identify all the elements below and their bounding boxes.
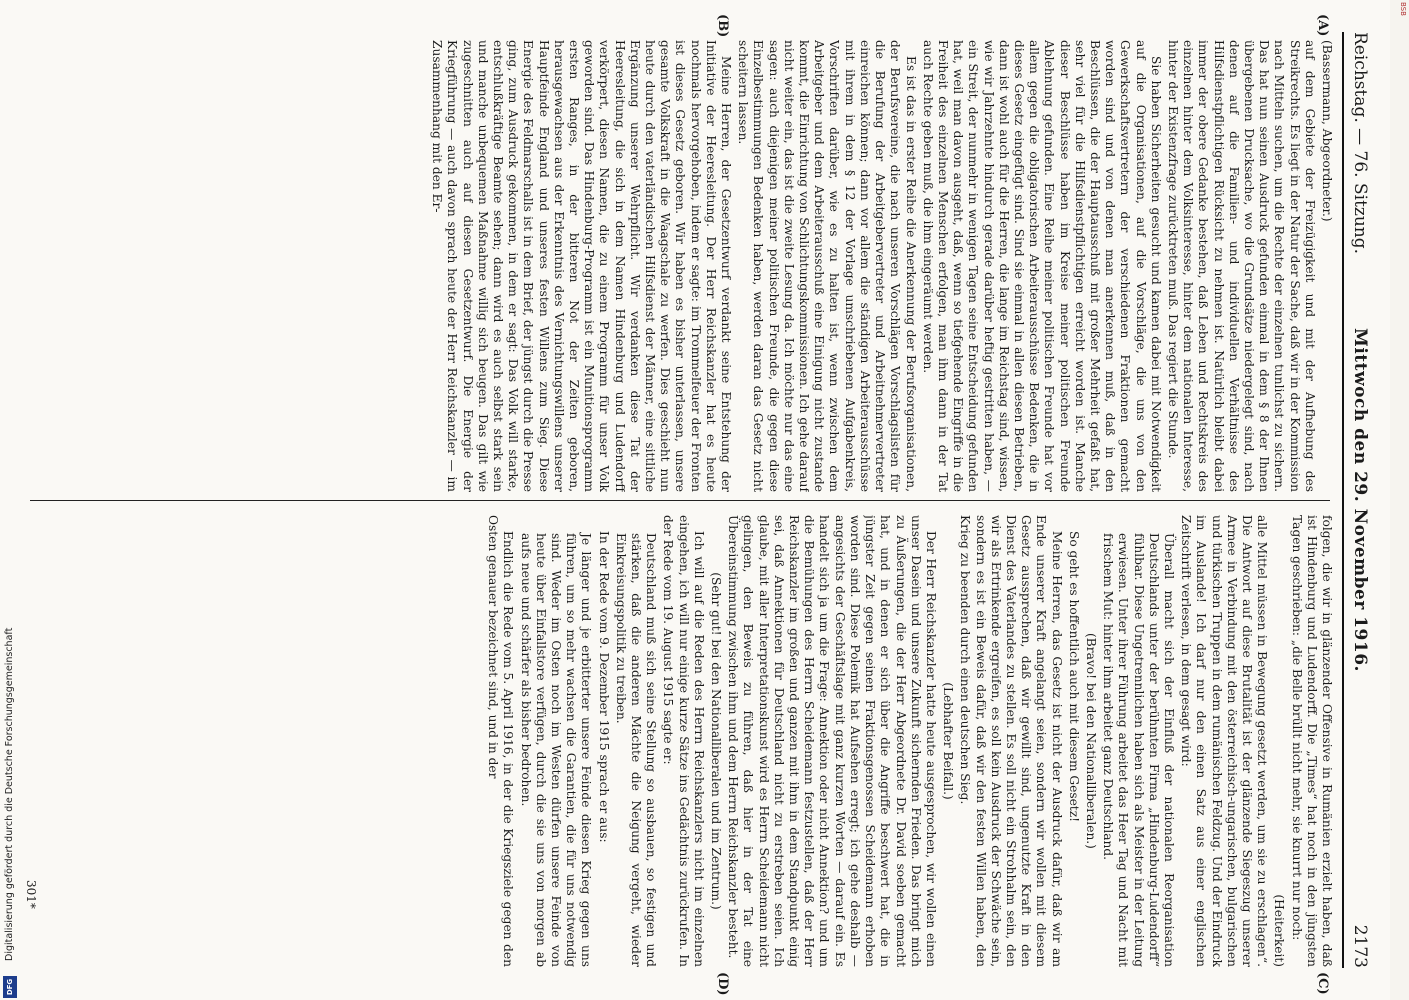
stage-direction: (Bravo! bei den Nationalliberalen.) bbox=[1083, 633, 1098, 849]
margin-mark-b: (B) bbox=[715, 14, 730, 38]
funder-text: Digitalisierung gefördert durch die Deutsche Forschungsgemeinschaft bbox=[4, 627, 15, 961]
paragraph: Meine Herren, das Gesetz ist nicht der Ausdruck dafür, daß wir am Ende unserer Kraft angelangt seien, sondern wir wollen mit diesem Gesetz aussprechen, daß wir gewillt sind, ungenutzte Kraft in den Dienst des Vaterlandes zu stellen. Es soll nicht ein Strohhalm sein, den wir als Ertrinkende ergreifen, es soll kein Ausdruck der Schwäche sein, sondern es ist ein Beweis dafür, daß wir den festen Willen haben, den Krieg zu beenden durch einen deutschen Sieg. bbox=[958, 515, 1064, 967]
library-mark: BSB bbox=[1399, 2, 1407, 16]
page-header bbox=[1342, 32, 1374, 968]
header-date: Mittwoch den 29. November 1916. bbox=[1350, 328, 1370, 672]
right-column bbox=[24, 515, 1334, 967]
stage-direction: (Heiterkeit) bbox=[1272, 894, 1287, 967]
funder-strip bbox=[2, 0, 18, 1000]
paragraph: Es ist das in erster Reihe die Anerkennung der Berufsorganisationen, der Berufsvereine, die nach unseren Vorschlägen Vorschlagslisten für die Berufung der Arbeitgebervertreter und Arbeitnehmervertreter einreichen können; dann vor allem die ständigen Arbeiterausschüsse mit ihrem in dem § 12 der Vorlage umschriebenen Aufgabenkreis, Vorschriften darüber, wie es zu halten ist, wenn zwischen dem Arbeitgeber und dem Arbeiterausschuß eine Einigung nicht zustande kommt, die Einrichtung von Schlichtungskommissionen. Ich gehe darauf nicht weiter ein, das ist die zweite Lesung da. Ich möchte nur das eine sagen: auch diejenigen meiner politischen Freunde, die gegen diese Einzelbestimmungen Bedenken haben, werden daran das Gesetz nicht scheitern lassen. bbox=[736, 40, 918, 492]
stage-direction: (Sehr gut! bei den Nationalliberalen und im Zentrum.) bbox=[709, 572, 724, 910]
quotation: Je länger und je erbitterter unsere Feinde diesen Krieg gegen uns führen, um so mehr wachsen die Garantien, die für uns notwendig sind. Weder im Osten noch im Westen dürfen unsere Feinde von heute über Einfallstore verfügen, durch die sie uns von morgen ab aufs neue und schärfer als bisher bedrohen. bbox=[518, 533, 594, 967]
paragraph: Der Herr Reichskanzler hatte heute ausgesprochen, wir wollen einen unser Dasein und unsere Zukunft sichernden Frieden. Das bringt mich zu Äußerungen, die der Herr Abgeordnete Dr. David soeben gemacht hat, und in denen er sich über die Angriffe beschwert hat, die in jüngster Zeit gegen seinen Fraktionsgenossen Scheidemann erhoben worden sind. Diese Polemik hat Aufsehen erregt; ich gehe deshalb — angesichts der Geschäftslage mit ganz kurzen Worten — darauf ein. Es handelt sich ja um die Frage: Annektion oder nicht Annektion? und um die Bemühungen des Herrn Scheidemann festzustellen, daß der Herr Reichskanzler im großen und ganzen mit ihm in dem Standpunkt einig sei, daß Annektionen für Deutschland nicht zu erstreben seien. Ich glaube, mit aller Interpretationskunst wird es Herrn Scheidemann nicht gelingen, den Beweis zu führen, daß hier in der Tat eine Übereinstimmung zwischen ihm und dem Herrn Reichskanzler besteht. bbox=[726, 515, 938, 967]
paragraph: alle Mittel müssen in Bewegung gesetzt werden, um sie zu erschlagen“. Die Antwort auf diese Brutalität ist der glänzende Siegeszug unserer Armee in Verbindung mit den österreichisch-ungarischen, bulgarischen und türkischen Truppen in dem rumänischen Feldzug. Und der Eindruck im Auslande! Ich darf nur den einen Satz aus einer englischen Zeitschrift verlesen, in dem gesagt wird: bbox=[1179, 515, 1270, 967]
header-page-number: 2173 bbox=[1350, 924, 1370, 968]
paragraph: In der Rede vom 9. Dezember 1915 sprach er aus: bbox=[596, 531, 611, 843]
column-rule bbox=[30, 500, 1330, 501]
margin-mark-d: (D) bbox=[715, 972, 730, 996]
paragraph: So geht es hoffentlich auch mit diesem Gesetz! bbox=[1066, 531, 1081, 823]
stage-direction: (Lebhafter Beifall.) bbox=[941, 682, 956, 800]
signature-mark: 301* bbox=[24, 880, 38, 909]
margin-mark-a: (A) bbox=[1315, 14, 1330, 37]
dfg-logo-text: DFG bbox=[6, 978, 14, 996]
paragraph: folgen, die wir in glänzender Offensive in Rumänien erzielt haben, daß ist Hindenburg und Ludendorff. Die „Times“ hat noch in den jüngsten Tagen geschrieben: „die Belle brüllt nicht mehr, sie knurrt nur noch: bbox=[1289, 515, 1334, 967]
left-column bbox=[24, 40, 1334, 492]
header-session: Reichstag. — 76. Sitzung. bbox=[1350, 32, 1370, 255]
paragraph: auf dem Gebiete der Freizügigkeit und mit der Aufhebung des Streikrechts. Es liegt in der Natur der Sache, daß wir in der Kommission nach Mitteln suchen, um die Rechte der einzelnen tunlichst zu sichern. Das hat nun seinen Ausdruck gefunden einmal in dem § 8 der Ihnen übergebenen Drucksache, wo die Grundsätze niedergelegt sind, nach denen auf die Familien- und individuellen Verhältnisse des Hilfsdienstpflichtigen Rücksicht zu nehmen ist. Natürlich bleibt dabei immer der obere Gedanke bestehen, daß Leben und Rechtskreis des einzelnen hinter dem Volksinteresse, hinter dem nationalen Interesse, hinter der Existenzfrage zurücktreten muß. Das regiert die Stunde. bbox=[1165, 40, 1317, 492]
paragraph: Ich will auf die Reden des Herrn Reichskanzlers nicht im einzelnen eingehen, ich will nur einige kurze Sätze ins Gedächtnis zurückrufen. In der Rede vom 19. August 1915 sagte er: bbox=[661, 515, 706, 967]
speaker-note: (Bassermann, Abgeordneter.) bbox=[1320, 40, 1334, 222]
quotation: Überall macht sich der Einfluß der nationalen Reorganisation Deutschlands unter der berühmten Firma „Hindenburg-Ludendorff“ fühlbar. Diese Ungetrennlichen haben sich als Meister in der Leitung erwiesen. Unter ihrer Führung arbeitet das Heer Tag und Nacht mit frischem Mut: hinter ihm arbeitet ganz Deutschland. bbox=[1101, 533, 1176, 967]
paragraph: Meine Herren, der Gesetzentwurf verdankt seine Entstehung der Initiative der Heeresleitung. Der Herr Reichskanzler hat es heute nochmals hervorgehoben, indem er sagte: im Trommelfeuer der Fronten ist dieses Gesetz geboren. Wir haben es bisher unterlassen, unsere gesamte Volkskraft in die Waagschale zu werfen. Dies geschieht nun heute durch den vaterländischen Hilfsdienst der Männer, eine sittliche Ergänzung unserer Wehrpflicht. Wir verdanken diese Tat der Heeresleitung, die sich in dem Namen Hindenburg und Ludendorff verkörpert, diesen Namen, die zu einem Programm für unser Volk geworden sind. Das Hindenburg-Programm ist ein Munitionsprogramm ersten Ranges, in der bitteren Not der Zeiten geboren, herausgewachsen aus der Erkenntnis des Vernichtungswillens unserer Hauptfeinde England und unseres festen Willens zum Sieg. Diese Energie des Feldmarschalls ist in dem Brief, der jüngst durch die Presse ging, zum Ausdruck gekommen, in dem er sagt: Das Volk will starke, entschlußkräftige Beamte sehen; dann wird es auch selbst stark sein und manche unbequemen Maßnahme willig sich beugen. Das gilt wie zugeschnitten auch auf diesen Gesetzentwurf. Die Energie der Kriegführung — auch davon sprach heute der Herr Reichskanzler — im Zusammenhang mit den Er- bbox=[430, 40, 734, 492]
paragraph: Sie haben Sicherheiten gesucht und kamen dabei mit Notwendigkeit auf die Organisationen, auf die Vorschläge, die uns von den Gewerkschaftsvertretern der verschiedenen Fraktionen gemacht worden sind und von denen man anerkennen muß, daß in den Beschlüssen, die der Hauptausschuß mit großer Mehrheit gefaßt hat, sehr viel für die Hilfsdienstpflichtigen erreicht worden ist. Manche dieser Beschlüsse haben im Kreise meiner politischen Freunde Ablehnung gefunden. Eine Reihe meiner politischen Freunde hat vor allem gegen die obligatorischen Arbeiterausschüsse Bedenken, die in dieses Gesetz eingefügt sind. Sind sie einmal in allen diesen Betrieben, dann ist wohl auch für die Herren, die lange im Reichstag sind, wissen, wie wir Jahrzehnte hindurch gerade darüber heftig gestritten haben, — ein Streit, der nunmehr in wenigen Tagen seine Entscheidung gefunden hat, weil man davon ausgeht, daß, wenn so tiefgehende Eingriffe in die Freiheit des einzelnen Menschen erfolgen, man ihm dann in der Tat auch Rechte geben muß, die ihm eingeräumt werden. bbox=[920, 40, 1163, 492]
paragraph: Endlich die Rede vom 5. April 1916, in der die Kriegsziele gegen den Osten genauer bezeichnet sind, und in der bbox=[486, 515, 516, 967]
quotation: Deutschland muß sich seine Stellung so ausbauen, so festigen und stärken, daß die anderen Mächte die Neigung vergeht, wieder Einkreisungspolitik zu treiben. bbox=[613, 533, 659, 967]
dfg-logo bbox=[3, 976, 17, 998]
margin-mark-c: (C) bbox=[1315, 972, 1330, 995]
